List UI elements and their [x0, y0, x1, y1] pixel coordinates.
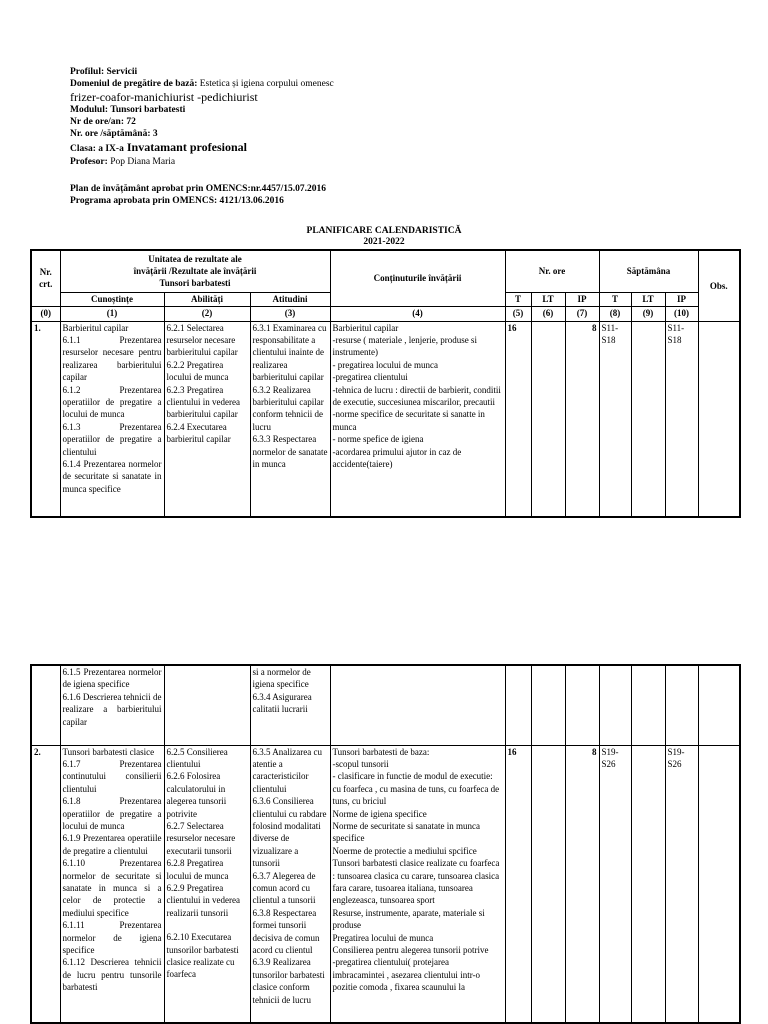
continut-item: Norme de securitate si sanatate in munca specifice [332, 820, 480, 844]
idx-6: (6) [531, 306, 565, 321]
idx-2: (2) [164, 306, 250, 321]
title-line: PLANIFICARE CALENDARISTICĂ [306, 226, 462, 236]
cunostinte-cell [60, 665, 164, 745]
plan-text: Plan de învățământ aprobat prin OMENCS:nr.4457/15.07.2016 [70, 184, 326, 194]
ore-an-line [70, 116, 334, 128]
continut-item: - clasificare in functie de modul de executie: cu foarfeca , cu masina de tuns, cu foarfeca de tuns, cu briciul [332, 771, 500, 807]
table-row [31, 665, 740, 745]
obs-value [698, 665, 740, 745]
atitudini-item: 6.3.7 Alegerea de comun acord cu clientul a tunsorii [252, 870, 316, 906]
continuturi-cell [330, 321, 505, 517]
cunostinte-item: 6.1.12 Descrierea tehnicii de lucru pentru tunsorile barbatesti [62, 957, 162, 993]
profesor-line [70, 156, 334, 168]
row-number: 1. [31, 321, 60, 517]
abilitati-item: 6.2.9 Pregatirea clientului in vederea realizarii tunsorii [166, 882, 240, 918]
atitudini-item: 6.3.1 Examinarea cu responsabilitate a clientului inainte de realizarea barbieritului capilar [252, 322, 327, 383]
cunostinte-item: 6.1.8 Prezentarea operatiilor de pregatire a locului de munca [62, 796, 162, 831]
idx-4: (4) [330, 306, 505, 321]
abilitati-item: 6.2.1 Selectarea resurselor necesare barbieritului capilar [166, 322, 238, 358]
row-number: 2. [31, 745, 60, 1023]
ore-ip-value: 8 [565, 745, 599, 1023]
atitudini-item: 6.3.8 Respectarea formei tunsorii decisiva de comun acord cu clientul [252, 907, 320, 955]
cunostinte-item: 6.1.7 Prezentarea continutului consilierii clientului [62, 758, 162, 794]
continut-item: Tunsori barbatesti clasice realizate cu foarfeca : tunsoarea clasica cu carare, tunsoarea clasica fara carare, tusoarea italiana, tunsoarea englezeasca, tunsoarea sport [332, 858, 500, 906]
idx-9: (9) [631, 306, 665, 321]
cunostinte-item: 6.1.9 Prezentarea operatiile de pregatire a clientului [62, 833, 162, 856]
sapt-ip-value: S19-S26 [665, 745, 698, 1023]
continut-item: Norme de igiena specifice [332, 808, 427, 819]
cunostinte-item: 6.1.3 Prezentarea operatiilor de pregatire a clientului [62, 421, 162, 457]
col-unitatea [60, 250, 330, 292]
cunostinte-cell [60, 745, 164, 1023]
sapt-lt-value [631, 321, 665, 517]
atitudini-item: 6.3.5 Analizarea cu atentie a caracteristicilor clientului [252, 746, 322, 794]
idx-7: (7) [565, 306, 599, 321]
abilitati-item: 6.2.3 Pregatirea clientului in vederea barbieritului capilar [166, 384, 240, 420]
cunostinte-item: 6.1.10 Prezentarea normelor de securitate si sanatate in munca si a celor de protectie a mediului specifice [62, 858, 162, 918]
col-nr-ore: Nr. ore [505, 250, 599, 292]
clasa-label: Clasa: a IX-a [70, 144, 124, 154]
unitatea-line3: Tunsori barbatesti [159, 278, 231, 289]
ore-t-value [505, 665, 531, 745]
row-number [31, 665, 60, 745]
sapt-ip-value [665, 665, 698, 745]
profesor-value: Pop Diana Maria [110, 157, 176, 167]
idx-1: (1) [60, 306, 164, 321]
continut-item: Noerme de protectie a mediului spcifice [332, 845, 477, 856]
sapt-t-value: S11-S18 [599, 321, 631, 517]
ore-sapt: Nr. ore /săptămână: 3 [70, 129, 158, 139]
atitudini-item: 6.3.6 Consilierea clientului cu rabdare folosind modalitati diverse de vizualizare a tunsorii [252, 796, 327, 869]
document-header [70, 66, 334, 207]
sapt-t-value [599, 665, 631, 745]
sapt-lt-value [631, 665, 665, 745]
abilitati-item: 6.2.7 Selectarea resurselor necesare executarii tunsorii [166, 820, 236, 856]
cunostinte-item: Tunsori barbatesti clasice [62, 746, 155, 757]
domeniu-label: Domeniul de pregătire de bază: [70, 79, 198, 89]
obs-value [698, 745, 740, 1023]
col-ore-t: T [505, 292, 531, 306]
continut-item: Resurse, instrumente, aparate, materiale si produse [332, 907, 485, 931]
col-sapt-ip: IP [665, 292, 698, 306]
col-cunostinte: Cunoștințe [60, 292, 164, 306]
idx-8: (8) [599, 306, 631, 321]
ore-lt-value [531, 665, 565, 745]
atitudini-item: si a normelor de igiena specifice [252, 667, 311, 690]
domeniu-value: Estetica și igiena corpului omenesc [199, 79, 334, 89]
planning-table-continued [30, 664, 741, 1024]
continut-item: -tehnica de lucru : directii de barbierit, conditii de executie, succesiunea miscarilor, precautii [332, 384, 501, 407]
col-atitudini: Atitudini [250, 292, 330, 306]
unitatea-line2: învățării /Rezultate ale învățării [133, 266, 257, 277]
ore-t-value: 16 [505, 745, 531, 1023]
col-sapt-lt: LT [631, 292, 665, 306]
cunostinte-item: 6.1.4 Prezentarea normelor de securitate si sanatate in munca specifice [62, 458, 162, 494]
atitudini-item: 6.3.9 Realizarea tunsorilor barbatesti clasice conform tehnicii de lucru [252, 957, 325, 1005]
continut-item: -acordarea primului ajutor in caz de accidente(taiere) [332, 446, 462, 469]
abilitati-item: 6.2.8 Pregatirea locului de munca [166, 858, 229, 881]
col-nr-crt: Nr. crt. [31, 250, 60, 306]
continut-item: -scopul tunsorii [332, 758, 389, 769]
cunostinte-item: Barbieritul capilar [62, 322, 129, 333]
table-row [31, 321, 740, 517]
continut-item: - pregatirea locului de munca [332, 359, 438, 370]
index-row [31, 306, 740, 321]
cunostinte-cell [60, 321, 164, 517]
ore-ip-value: 8 [565, 321, 599, 517]
col-ore-lt: LT [531, 292, 565, 306]
profil-line [70, 66, 334, 78]
abilitati-cell [164, 745, 250, 1023]
clasa-line [70, 140, 334, 156]
abilitati-item: 6.2.10 Executarea tunsorilor barbatesti clasice realizate cu foarfeca [166, 932, 239, 980]
profil-value: Servicii [106, 67, 138, 77]
profil-label: Profilul: [70, 67, 105, 77]
domeniu-line [70, 78, 334, 90]
continut-item: -resurse ( materiale , lenjerie, produse si instrumente) [332, 334, 477, 358]
abilitati-item: 6.2.5 Consilierea clientului [166, 746, 228, 769]
abilitati-item: 6.2.4 Executarea barbieritul capilar [166, 421, 231, 445]
ore-t-value: 16 [505, 321, 531, 517]
continut-item: Consilierea pentru alegerea tunsorii potrive [332, 945, 489, 955]
idx-0: (0) [31, 306, 60, 321]
programa-line [70, 195, 334, 207]
sapt-lt-value [631, 745, 665, 1023]
ore-lt-value [531, 745, 565, 1023]
cunostinte-item: 6.1.6 Descrierea tehnicii de realizare a barbieritului capilar [62, 691, 162, 727]
abilitati-item: 6.2.6 Folosirea calculatorului in alegerea tunsorii potrivite [166, 771, 227, 819]
idx-10: (10) [665, 306, 698, 321]
modul-label: Modulul: [70, 105, 109, 115]
continut-item: Tunsori barbatesti de baza: [332, 746, 430, 757]
atitudini-item: 6.3.3 Respectarea normelor de sanatate in munca [252, 434, 328, 469]
ore-ip-value [565, 665, 599, 745]
continut-item: -pregatirea clientului( protejarea imbracamintei , asezarea clientului intr-o pozitie comoda , fixarea scaunului la [332, 957, 481, 993]
ore-sapt-line [70, 128, 334, 140]
continut-item: Barbieritul capilar [332, 322, 399, 333]
school-year: 2021-2022 [363, 237, 405, 247]
continut-item: -pregatirea clientului [332, 372, 408, 383]
cunostinte-item: 6.1.5 Prezentarea normelor de igiena specifice [62, 667, 162, 690]
col-abilitati: Abilități [164, 292, 250, 306]
col-saptamana: Săptămâna [599, 250, 698, 292]
idx-3: (3) [250, 306, 330, 321]
plan-line [70, 183, 334, 195]
col-sapt-t: T [599, 292, 631, 306]
sapt-ip-value: S11-S18 [665, 321, 698, 517]
continuturi-cell [330, 665, 505, 745]
calificare-line: frizer-coafor-manichiurist -pedichiurist [70, 90, 258, 104]
col-obs: Obs. [698, 250, 740, 321]
clasa-value: Invatamant profesional [126, 140, 247, 154]
modul-line [70, 104, 334, 116]
programa-text: Programa aprobata prin OMENCS: 4121/13.06.2016 [70, 196, 284, 206]
idx-5: (5) [505, 306, 531, 321]
atitudini-cell [250, 321, 330, 517]
obs-value [698, 321, 740, 517]
ore-lt-value [531, 321, 565, 517]
abilitati-item: 6.2.2 Pregatirea locului de munca [166, 359, 229, 383]
continut-item: - norme spefice de igiena [332, 434, 424, 445]
abilitati-cell [164, 321, 250, 517]
planning-table [30, 249, 741, 518]
document-title [0, 226, 768, 248]
sapt-t-value: S19-S26 [599, 745, 631, 1023]
continuturi-cell [330, 745, 505, 1023]
col-ore-ip: IP [565, 292, 599, 306]
atitudini-item: 6.3.4 Asigurarea calitatii lucrarii [252, 691, 312, 715]
atitudini-item: 6.3.2 Realizarea barbieritului capilar conform tehnicii de lucru [252, 384, 324, 432]
abilitati-cell [164, 665, 250, 745]
atitudini-cell [250, 745, 330, 1023]
cunostinte-item: 6.1.11 Prezentarea normelor de igiena specifice [62, 920, 162, 955]
cunostinte-item: 6.1.2 Prezentarea operatiilor de pregatire a locului de munca [62, 384, 162, 420]
continut-item: -norme specifice de securitate si sanatte in munca [332, 409, 485, 432]
profesor-label: Profesor: [70, 157, 108, 167]
atitudini-cell [250, 665, 330, 745]
modul-value: Tunsori barbatesti [110, 105, 186, 115]
cunostinte-item: 6.1.1 Prezentarea resurselor necesare pentru realizarea barbieritului capilar [62, 334, 162, 383]
col-continuturi: Conținuturile învățării [330, 250, 505, 306]
table-row [31, 745, 740, 1023]
continut-item: Pregatirea locului de munca [332, 932, 434, 943]
unitatea-line1: Unitatea de rezultate ale [148, 253, 242, 264]
ore-an: Nr de ore/an: 72 [70, 117, 136, 127]
